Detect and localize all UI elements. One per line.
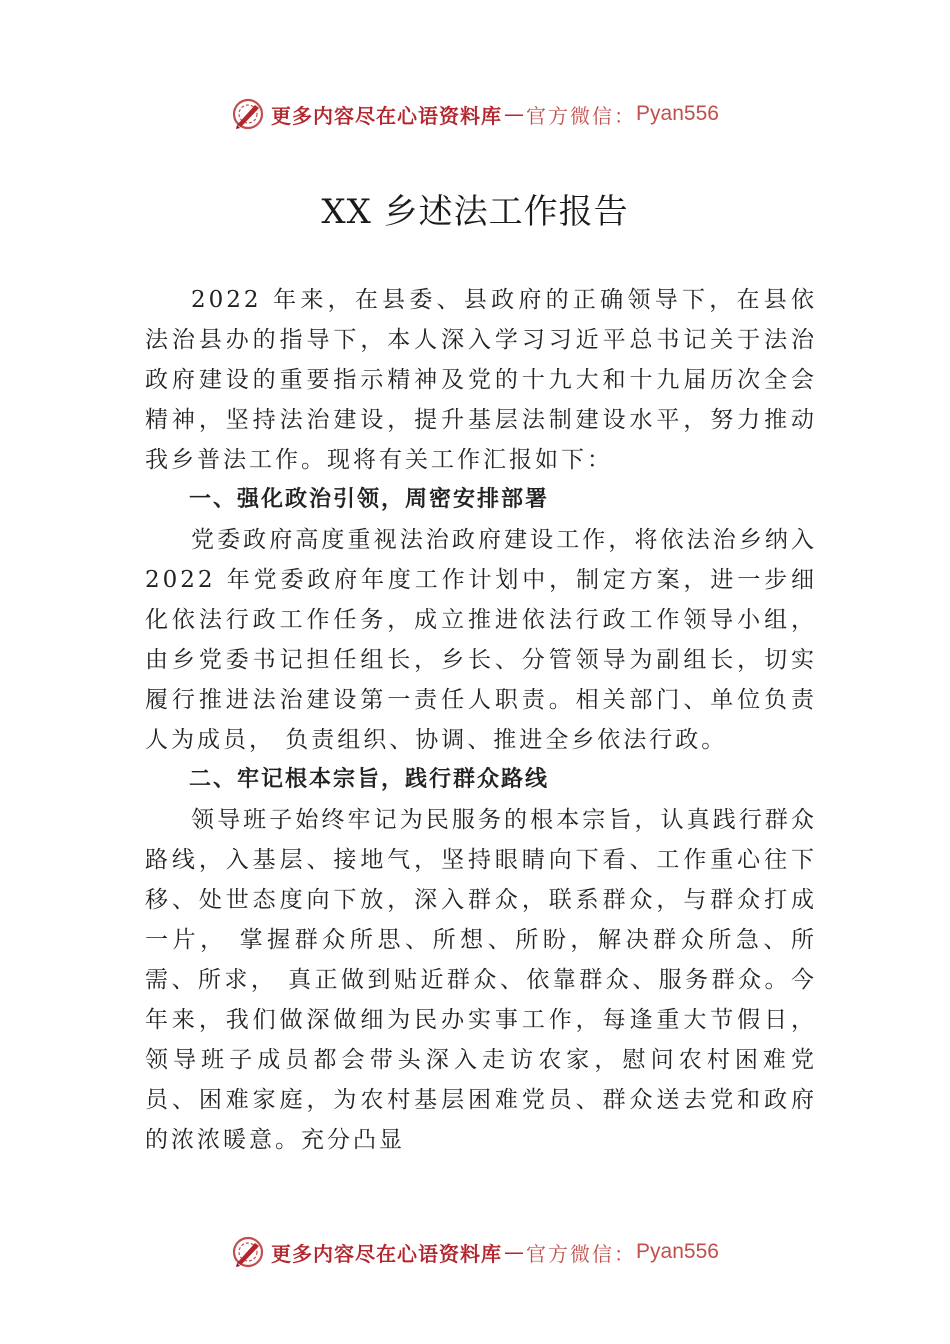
banner-brand-text: 更多内容尽在心语资料库 (271, 1241, 503, 1266)
paragraph-section-2: 领导班子始终牢记为民服务的根本宗旨，认真践行群众路线，入基层、接地气，坚持眼睛向下看、工作重心往下移、处世态度向下放，深入群众，联系群众，与群众打成一片， 掌握群众所思、所想、所盼，解决群众所急、所需、所求， 真正做到贴近群众、依靠群众、服务群众。今年来，我们做深做细为民办实事工作，每逢重大节假日，领导班子成员都会带头深入走访农家，慰问农村困难党员、困难家庭，为农村基层困难党员、群众送去党和政府的浓浓暖意。充分凸显 (145, 807, 817, 1153)
banner-wechat-label: 官方微信： (526, 1241, 637, 1266)
paragraph-intro: 2022 年来，在县委、县政府的正确领导下，在县依法治县办的指导下，本人深入学习习近平总书记关于法治政府建设的重要指示精神及党的十九大和十九届历次全会精神，坚持法治建设，提升基层法制建设水平，努力推动我乡普法工作。现将有关工作汇报如下： (145, 287, 817, 473)
section-heading-1: 一、强化政治引领，周密安排部署 (189, 487, 550, 512)
header-banner (0, 94, 950, 134)
section-heading-2: 二、牢记根本宗旨，践行群众路线 (189, 767, 550, 792)
pen-logo-icon (231, 1235, 265, 1269)
pen-logo-icon (231, 97, 265, 131)
banner-wechat-id: Pyan556 (636, 102, 719, 125)
footer-banner (0, 1232, 950, 1272)
banner-wechat-label: 官方微信： (526, 103, 637, 128)
banner-dash: — (504, 1240, 525, 1264)
document-body (145, 280, 817, 1160)
banner-brand-text: 更多内容尽在心语资料库 (271, 103, 503, 128)
banner-wechat-id: Pyan556 (636, 1240, 719, 1263)
paragraph-section-1: 党委政府高度重视法治政府建设工作，将依法治乡纳入 2022 年党委政府年度工作计划中，制定方案，进一步细化依法行政工作任务，成立推进依法行政工作领导小组，由乡党委书记担任组长，乡长、分管领导为副组长，切实履行推进法治建设第一责任人职责。相关部门、单位负责人为成员， 负责组织、协调、推进全乡依法行政。 (145, 527, 817, 753)
banner-dash: — (504, 102, 525, 126)
document-title: XX 乡述法工作报告 (321, 192, 629, 232)
